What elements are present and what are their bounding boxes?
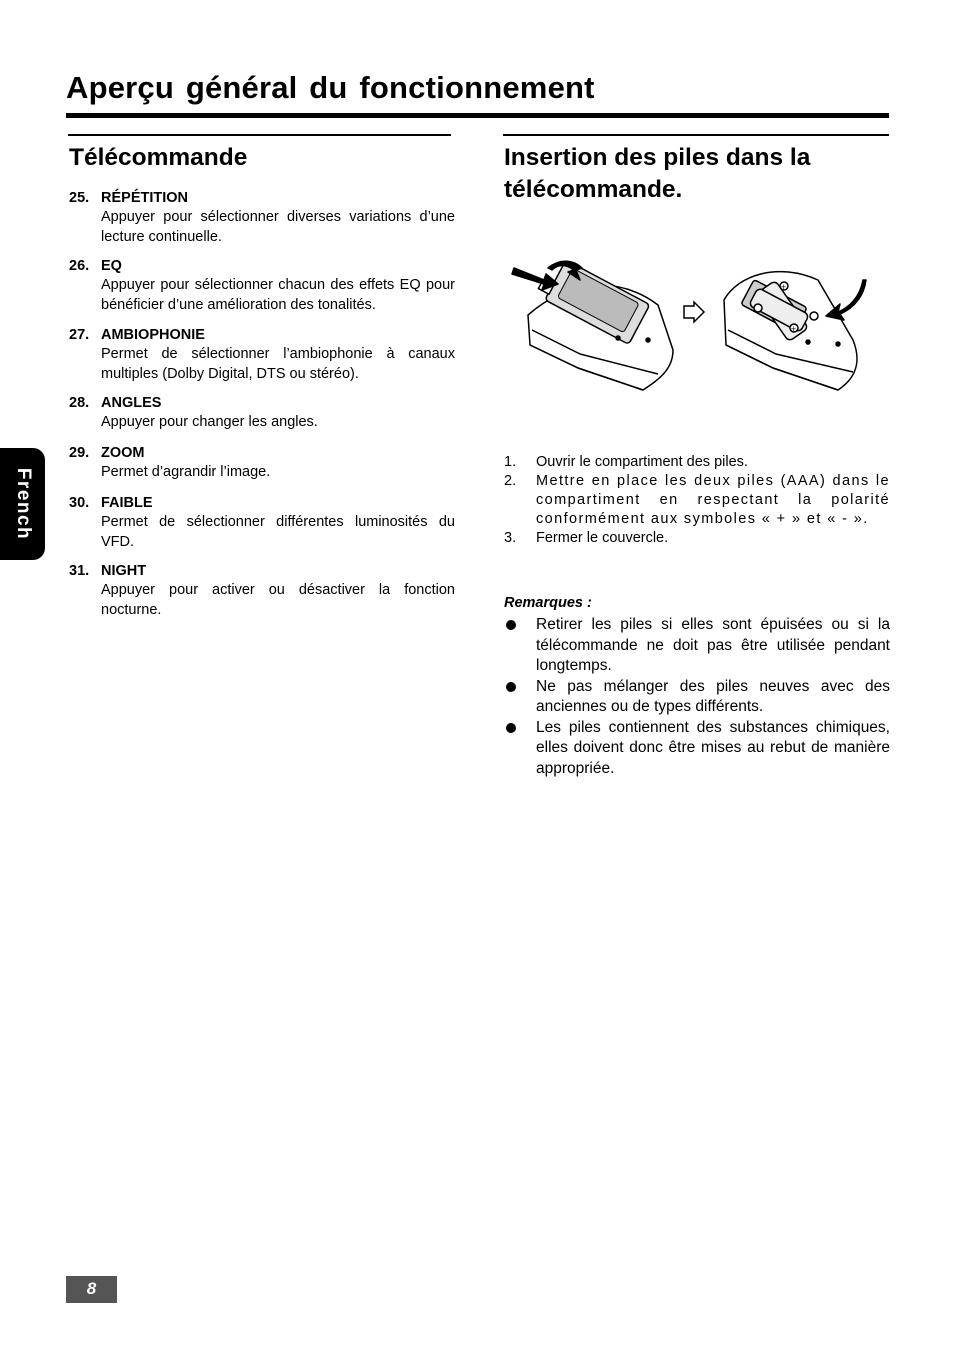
- step-text: Ouvrir le compartiment des piles.: [536, 454, 748, 470]
- item-number: 28.: [69, 395, 90, 411]
- item-number: 25.: [69, 190, 90, 206]
- item-description: Appuyer pour changer les angles.: [101, 414, 318, 430]
- note-text: Les piles contiennent des substances chimiques, elles doivent donc être mises au rebut de manière appropriée.: [536, 718, 890, 777]
- item-description: Appuyer pour activer ou désactiver la fonction nocturne.: [101, 582, 455, 618]
- item-label: ZOOM: [101, 445, 145, 461]
- step-number: 3.: [504, 530, 517, 546]
- step-text: Fermer le couvercle.: [536, 530, 669, 546]
- battery-insertion-illustration: [508, 250, 888, 400]
- note-item: [504, 677, 890, 718]
- remote-open-cover-drawing: [512, 260, 673, 390]
- remote-item-dimmer: [69, 494, 455, 552]
- step-item: [504, 529, 890, 548]
- item-number: 26.: [69, 258, 90, 274]
- item-label: FAIBLE: [101, 495, 153, 511]
- note-text: Retirer les piles si elles sont épuisées ou si la télécommande ne doit pas être utilisée pendant longtemps.: [536, 616, 890, 674]
- item-label: EQ: [101, 258, 122, 274]
- notes-list: [504, 615, 890, 779]
- remote-batteries-drawing: [724, 272, 866, 390]
- step-number: 2.: [504, 473, 517, 489]
- step-item: [504, 453, 890, 472]
- item-number: 29.: [69, 445, 90, 461]
- left-section-rule: [68, 134, 451, 136]
- remote-item-night: [69, 562, 455, 620]
- step-number: 1.: [504, 454, 517, 470]
- battery-title-line2: télécommande.: [504, 176, 683, 203]
- bullet-icon: [504, 615, 536, 677]
- language-tab: [0, 448, 45, 560]
- note-item: [504, 615, 890, 677]
- bullet-icon: [504, 677, 536, 718]
- item-description: Appuyer pour sélectionner chacun des effets EQ pour bénéficier d’une amélioration des tonalités.: [101, 277, 455, 313]
- step-item: [504, 472, 890, 529]
- page-title: Aperçu général du fonctionnement: [66, 70, 595, 105]
- remote-section-title: Télécommande: [69, 144, 248, 171]
- remote-item-zoom: [69, 444, 455, 483]
- note-text: Ne pas mélanger des piles neuves avec des anciennes ou de types différents.: [536, 677, 890, 715]
- remote-item-repeat: [69, 189, 455, 247]
- remote-item-angles: [69, 394, 455, 433]
- remote-item-surround: [69, 326, 455, 384]
- notes-title: Remarques :: [504, 595, 592, 611]
- battery-steps-list: [504, 453, 890, 548]
- next-step-arrow-icon: [684, 302, 704, 322]
- item-number: 27.: [69, 327, 90, 343]
- battery-section-title: [504, 142, 810, 206]
- item-number: 31.: [69, 563, 90, 579]
- item-label: RÉPÉTITION: [101, 190, 189, 206]
- page-number: 8: [66, 1276, 117, 1303]
- item-description: Permet de sélectionner différentes luminosités du VFD.: [101, 514, 455, 550]
- step-text: Mettre en place les deux piles (AAA) dans le compartiment en respectant la polarité conformément aux symboles « + » et « - ».: [536, 473, 890, 527]
- right-section-rule: [503, 134, 889, 136]
- item-description: Appuyer pour sélectionner diverses variations d’une lecture continuelle.: [101, 209, 455, 245]
- item-number: 30.: [69, 495, 90, 511]
- language-tab-label: French: [12, 467, 34, 541]
- note-item: [504, 718, 890, 780]
- remote-item-eq: [69, 257, 455, 315]
- title-rule: [66, 113, 889, 118]
- item-label: ANGLES: [101, 395, 162, 411]
- item-label: AMBIOPHONIE: [101, 327, 205, 343]
- svg-text:+: +: [780, 283, 787, 291]
- item-description: Permet d’agrandir l’image.: [101, 464, 271, 480]
- item-description: Permet de sélectionner l’ambiophonie à canaux multiples (Dolby Digital, DTS ou stéréo).: [101, 346, 455, 382]
- svg-text:+: +: [790, 325, 797, 333]
- bullet-icon: [504, 718, 536, 780]
- battery-title-line1: Insertion des piles dans la: [504, 144, 811, 171]
- item-label: NIGHT: [101, 563, 147, 579]
